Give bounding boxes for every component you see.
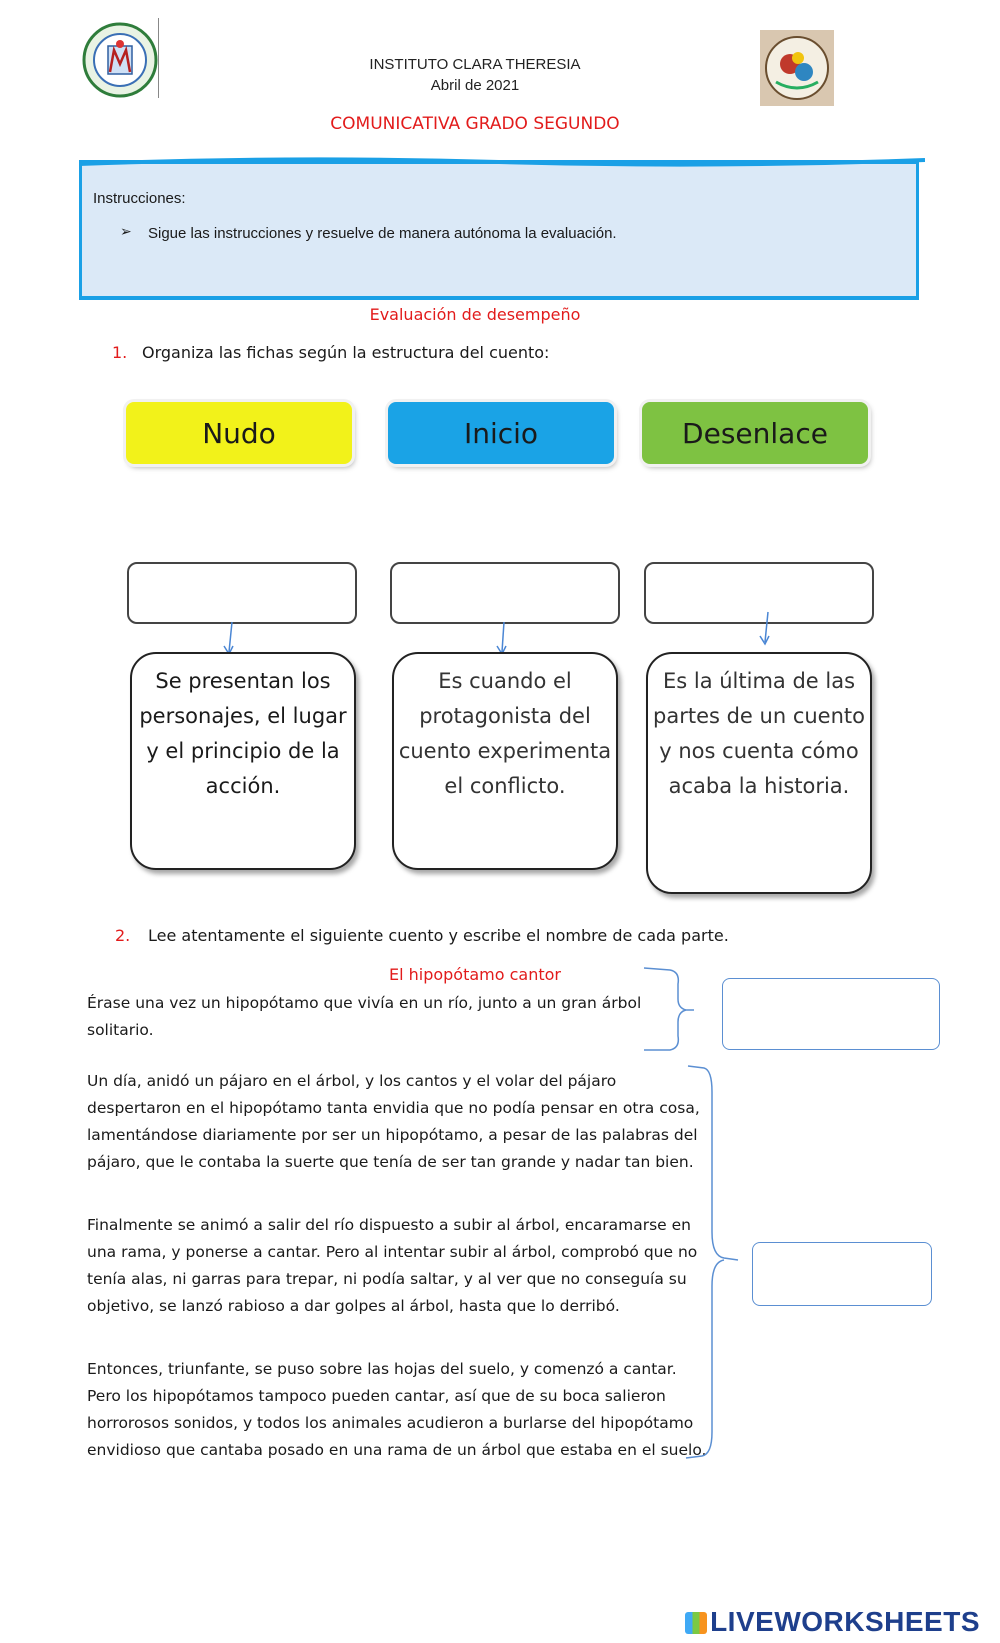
header-divider xyxy=(158,18,159,98)
liveworksheets-logo xyxy=(685,1606,980,1638)
brace-icon xyxy=(684,1062,744,1462)
definition-card-1: Se presentan los personajes, el lugar y el principio de la acción. xyxy=(130,652,356,870)
question2-number: 2. xyxy=(115,926,131,945)
drop-zone-2[interactable] xyxy=(390,562,620,624)
tile-nudo[interactable]: Nudo xyxy=(126,402,352,464)
definition-card-3: Es la última de las partes de un cuento y nos cuenta cómo acaba la historia. xyxy=(646,652,872,894)
right-logo xyxy=(760,30,834,106)
date: Abril de 2021 xyxy=(430,77,520,94)
story-paragraph-4: Entonces, triunfante, se puso sobre las hojas del suelo, y comenzó a cantar. Pero los hipopótamos tampoco pueden cantar, así que de su boca salieron horrorosos sonidos, y todos los animales acudieron a burlarse del hipopótamo envidioso que cantaba posado en una rama de un árbol que estaba en el suelo. xyxy=(87,1360,707,1459)
wave-border-icon xyxy=(79,154,925,168)
school-logo xyxy=(82,22,158,98)
instructions-text: Sigue las instrucciones y resuelve de manera autónoma la evaluación. xyxy=(148,225,617,242)
arrow-bullet-icon: ➢ xyxy=(120,224,132,240)
drop-zone-1[interactable] xyxy=(127,562,357,624)
brace-icon xyxy=(640,964,700,1054)
grid-icon xyxy=(685,1612,707,1634)
instructions-title: Instrucciones: xyxy=(93,190,186,207)
brand-text: LIVEWORKSHEETS xyxy=(710,1606,980,1637)
subject-title: COMUNICATIVA GRADO SEGUNDO xyxy=(330,114,620,134)
question1-text: Organiza las fichas según la estructura del cuento: xyxy=(142,343,550,362)
school-name: INSTITUTO CLARA THERESIA xyxy=(369,56,581,73)
question1-number: 1. xyxy=(112,343,128,362)
definition-card-2: Es cuando el protagonista del cuento experimenta el conflicto. xyxy=(392,652,618,870)
instructions-box xyxy=(79,160,919,300)
arrow-down-icon xyxy=(756,610,776,650)
question2-text: Lee atentamente el siguiente cuento y escribe el nombre de cada parte. xyxy=(148,926,729,945)
story-title: El hipopótamo cantor xyxy=(388,965,562,984)
story-paragraph-1: Érase una vez un hipopótamo que vivía en un río, junto a un gran árbol solitario. xyxy=(87,994,642,1039)
story-paragraph-2: Un día, anidó un pájaro en el árbol, y los cantos y el volar del pájaro despertaron en el hipopótamo tanta envidia que no podía pensar en otra cosa, lamentándose diariamente por ser un hipopótamo, a pesar de las palabras del pájaro, que le contaba la suerte que tenía de ser tan grande y nadar tan bien. xyxy=(87,1072,700,1171)
answer-box-2[interactable] xyxy=(752,1242,932,1306)
evaluation-title: Evaluación de desempeño xyxy=(369,305,581,324)
tile-desenlace[interactable]: Desenlace xyxy=(642,402,868,464)
story-paragraph-3: Finalmente se animó a salir del río dispuesto a subir al árbol, encaramarse en una rama, y ponerse a cantar. Pero al intentar subir al árbol, comprobó que no tenía alas, ni garras para trepar, ni podía saltar, y al ver que no conseguía su objetivo, se lanzó rabioso a dar golpes al árbol, hasta que lo derribó. xyxy=(87,1216,698,1315)
answer-box-1[interactable] xyxy=(722,978,940,1050)
tile-inicio[interactable]: Inicio xyxy=(388,402,614,464)
